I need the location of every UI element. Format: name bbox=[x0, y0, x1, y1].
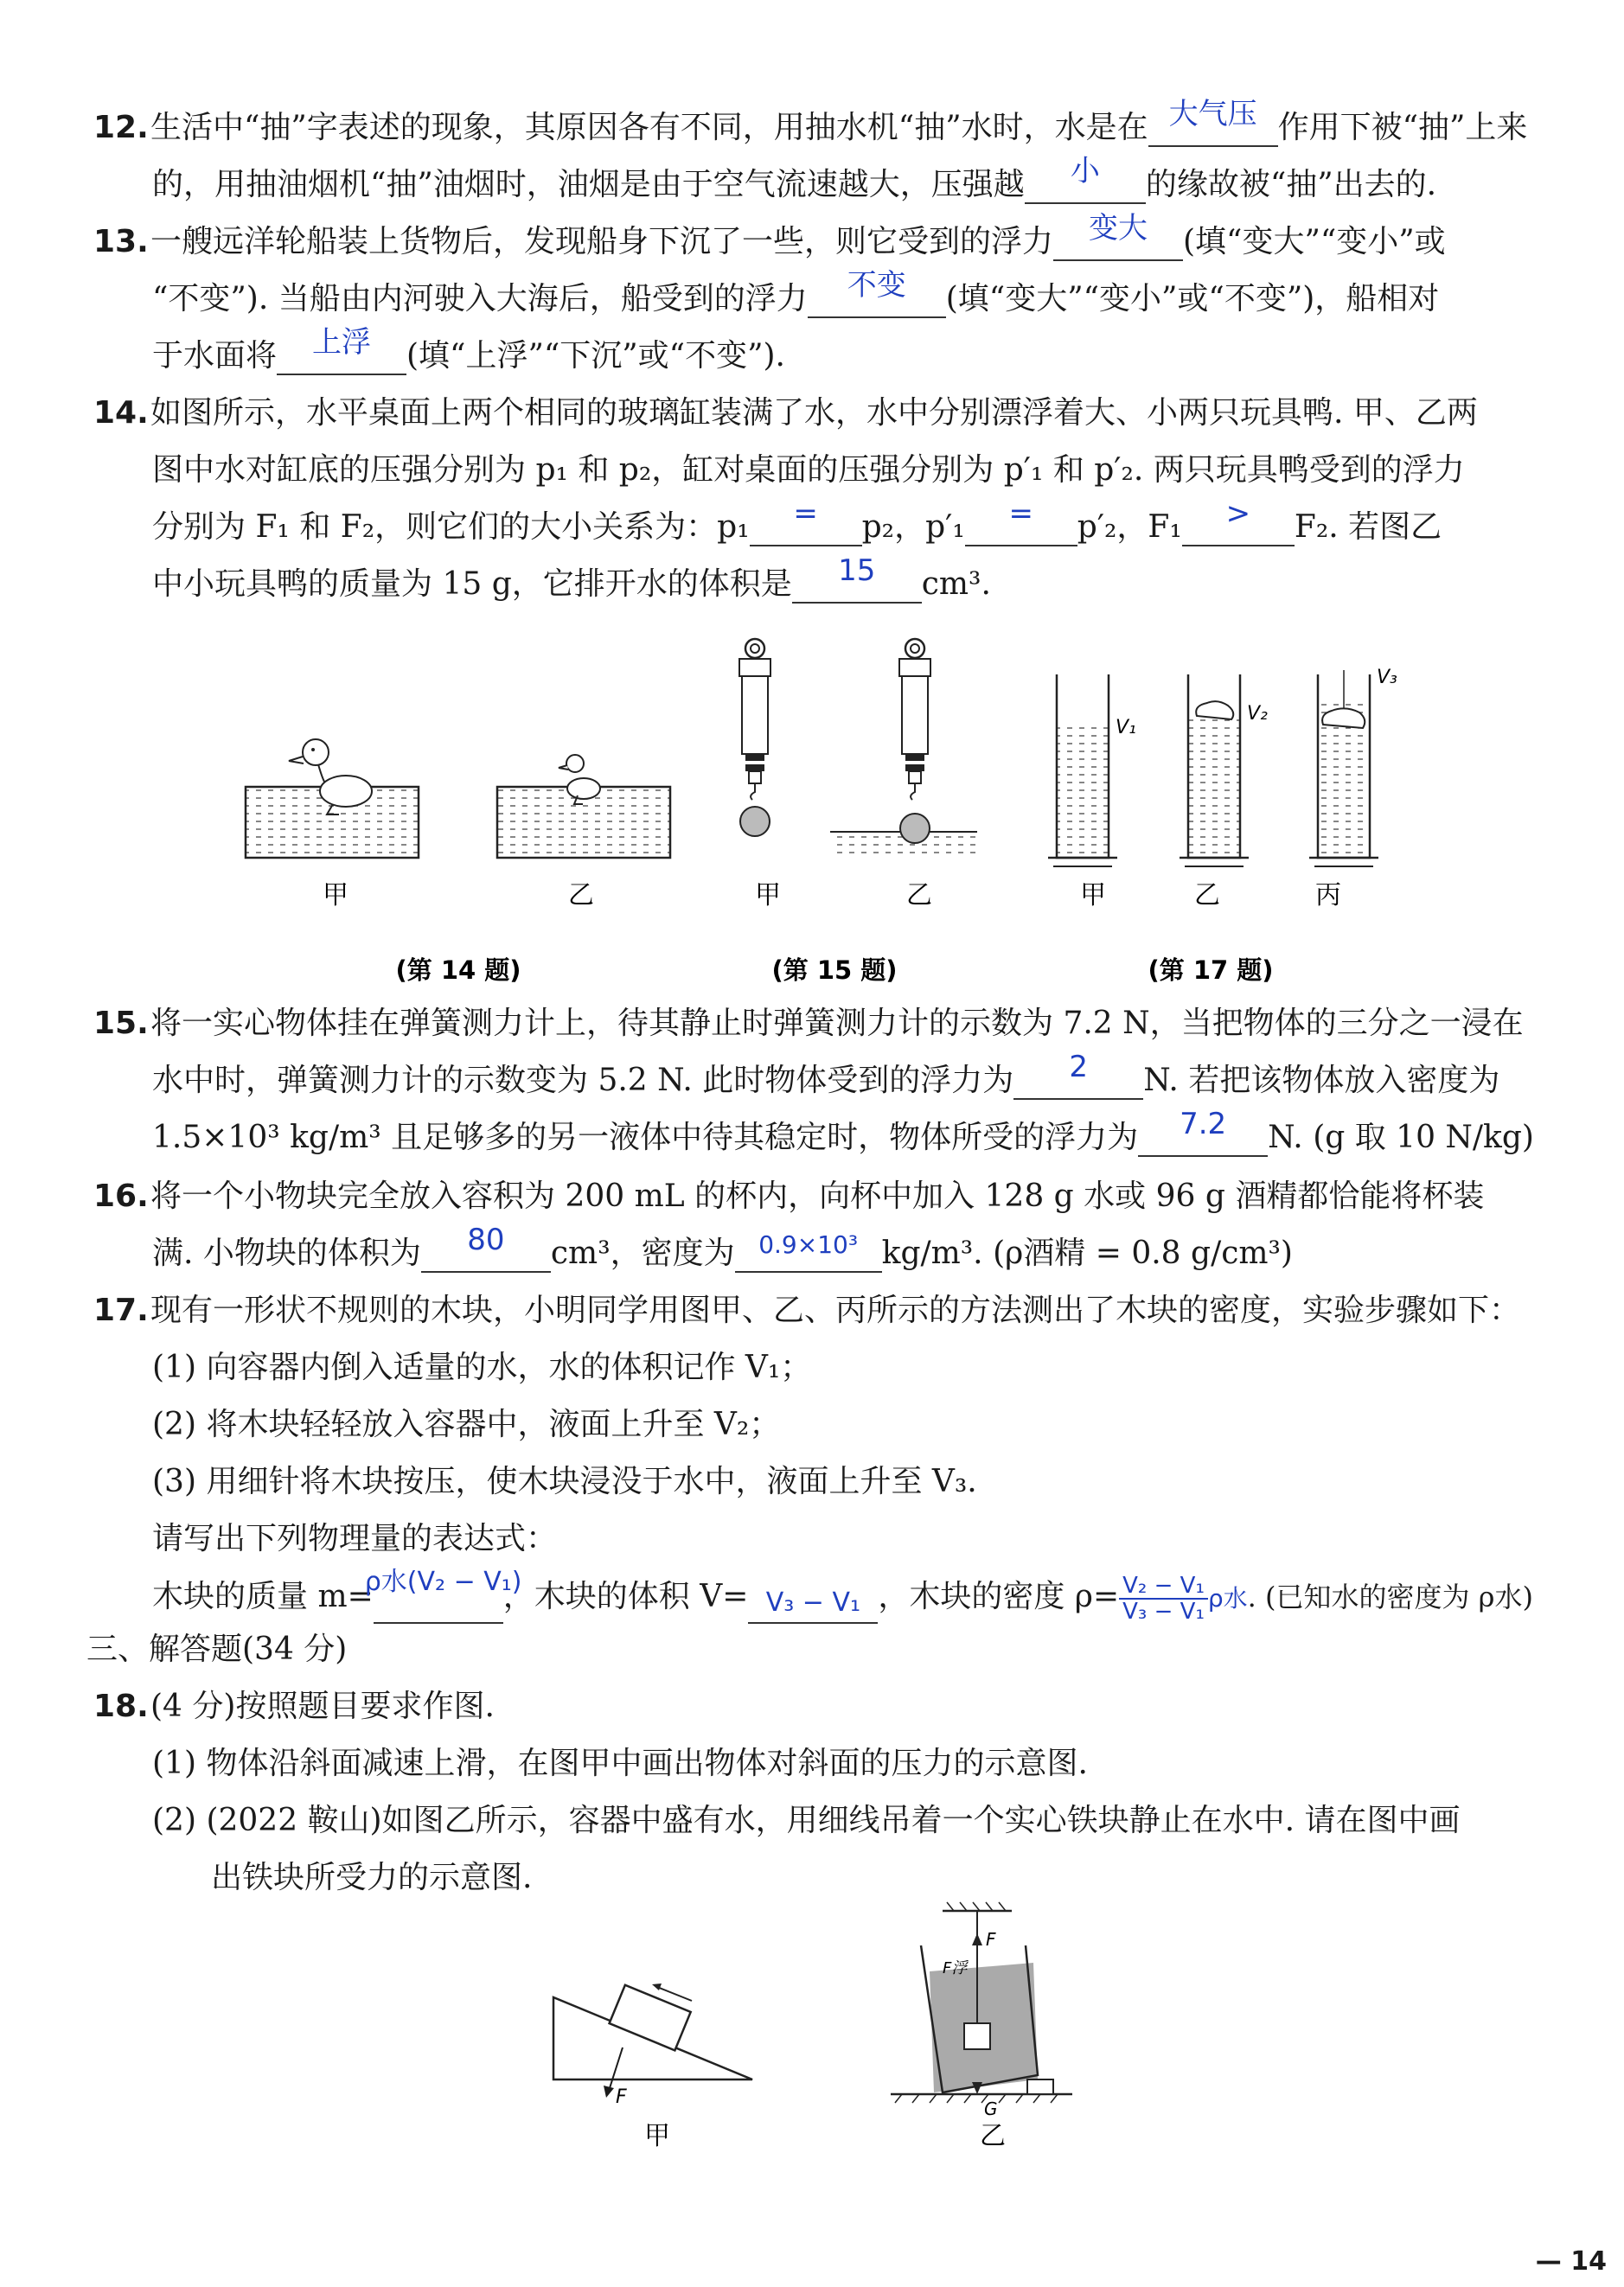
fig17-label-jia: 甲 bbox=[1080, 880, 1106, 910]
fig18-jia bbox=[553, 1984, 752, 2108]
q15-line2: 水中时，弹簧测力计的示数变为 5.2 N. 此时物体受到的浮力为 2 N. 若把该物体放入密度为 bbox=[152, 1050, 1500, 1098]
fig18-yi bbox=[891, 1902, 1072, 2119]
fig17-jia bbox=[1048, 674, 1136, 866]
q16-blank2[interactable]: 0.9×10³ bbox=[735, 1236, 882, 1273]
q17-prompt: 请写出下列物理量的表达式： bbox=[152, 1521, 558, 1556]
q12-line1: 12.生活中“抽”字表述的现象，其原因各有不同，用抽水机“抽”水时，水是在 大气压 作用下被“抽”上来 bbox=[93, 97, 1528, 145]
caption-17: (第 17 题) bbox=[1148, 955, 1274, 985]
fig14-label-yi: 乙 bbox=[568, 880, 594, 910]
q18-sub2-cont: 出铁块所受力的示意图. bbox=[211, 1860, 533, 1895]
q12-blank1[interactable]: 大气压 bbox=[1148, 111, 1278, 147]
q13-line3: 于水面将 上浮 (填“上浮”“下沉”或“不变”). bbox=[152, 325, 785, 374]
q16-line1: 16.将一个小物块完全放入容积为 200 mL 的杯内，向杯中加入 128 g 水或 96 g 酒精都恰能将杯装 bbox=[93, 1179, 1485, 1214]
svg-text:V₃: V₃ bbox=[1377, 667, 1397, 688]
q15-line1: 15.将一实心物体挂在弹簧测力计上，待其静止时弹簧测力计的示数为 7.2 N，当把物体的三分之一浸在 bbox=[93, 1006, 1524, 1041]
q13-line2: “不变”). 当船由内河驶入大海后，船受到的浮力 不变 (填“变大”“变小”或“不变”)，船相对 bbox=[152, 268, 1440, 316]
caption-14: (第 14 题) bbox=[395, 955, 521, 985]
svg-text:F浮: F浮 bbox=[943, 1959, 968, 1977]
q17-blank1[interactable]: ρ水(V₂ − V₁) bbox=[374, 1587, 503, 1624]
q18-number: 18. bbox=[93, 1689, 149, 1724]
fig17-bing bbox=[1309, 667, 1397, 866]
fig17-label-yi: 乙 bbox=[1194, 880, 1220, 910]
fig18-label-yi: 乙 bbox=[980, 2121, 1006, 2151]
q18-sub2: (2) (2022 鞍山)如图乙所示，容器中盛有水，用细线吊着一个实心铁块静止在水中. 请在图中画 bbox=[152, 1803, 1461, 1838]
q14-number: 14. bbox=[93, 395, 149, 431]
q12-blank2[interactable]: 小 bbox=[1025, 168, 1146, 204]
q18-sub1: (1) 物体沿斜面减速上滑，在图甲中画出物体对斜面的压力的示意图. bbox=[152, 1746, 1088, 1781]
q12-line2: 的，用抽油烟机“抽”油烟时，油烟是由于空气流速越大，压强越 小 的缘故被“抽”出去的. bbox=[152, 154, 1437, 202]
q13-line1: 13.一艘远洋轮船装上货物后，发现船身下沉了一些，则它受到的浮力 变大 (填“变大”“变小”或 bbox=[93, 211, 1446, 259]
q13-blank1[interactable]: 变大 bbox=[1053, 225, 1183, 261]
q15-line3: 1.5×10³ kg/m³ 且足够多的另一液体中待其稳定时，物体所受的浮力为 7.2 N. (g 取 10 N/kg) bbox=[152, 1107, 1534, 1155]
fig14-yi bbox=[497, 755, 670, 858]
fig14-jia bbox=[246, 739, 419, 858]
q16-line2: 满. 小物块的体积为 80 cm³，密度为 0.9×10³ kg/m³. (ρ酒精 = 0.8 g/cm³) bbox=[152, 1223, 1293, 1271]
q17-step3: (3) 用细针将木块按压，使木块浸没于水中，液面上升至 V₃. bbox=[152, 1464, 977, 1499]
q14-blank2[interactable]: = bbox=[965, 510, 1077, 546]
q12-number: 12. bbox=[93, 110, 149, 145]
q14-blank4[interactable]: 15 bbox=[792, 567, 922, 604]
fig17-label-bing: 丙 bbox=[1315, 880, 1341, 910]
svg-text:V₁: V₁ bbox=[1116, 717, 1136, 738]
q17-step2: (2) 将木块轻轻放入容器中，液面上升至 V₂； bbox=[152, 1407, 781, 1442]
q13-number: 13. bbox=[93, 224, 149, 259]
q17-number: 17. bbox=[93, 1293, 149, 1328]
q15-blank2[interactable]: 7.2 bbox=[1138, 1121, 1268, 1157]
fig18-label-jia: 甲 bbox=[644, 2121, 670, 2151]
q17-line1: 17.现有一形状不规则的木块，小明同学用图甲、乙、丙所示的方法测出了木块的密度，实验步骤如下： bbox=[93, 1293, 1521, 1328]
q16-blank1[interactable]: 80 bbox=[421, 1236, 551, 1273]
fig17-yi bbox=[1180, 674, 1268, 866]
svg-text:F: F bbox=[616, 2086, 627, 2108]
fig15-jia bbox=[739, 639, 770, 836]
q13-blank2[interactable]: 不变 bbox=[808, 282, 946, 318]
q18-line1: 18.(4 分)按照题目要求作图. bbox=[93, 1689, 495, 1724]
q13-blank3[interactable]: 上浮 bbox=[277, 339, 406, 375]
q15-number: 15. bbox=[93, 1006, 149, 1041]
q17-blank2[interactable]: V₃ − V₁ bbox=[748, 1587, 878, 1624]
svg-text:G: G bbox=[984, 2099, 998, 2119]
svg-text:F: F bbox=[986, 1929, 996, 1950]
q16-number: 16. bbox=[93, 1179, 149, 1214]
section-3-title: 三、解答题(34 分) bbox=[86, 1632, 348, 1667]
caption-15: (第 15 题) bbox=[771, 955, 898, 985]
q17-step1: (1) 向容器内倒入适量的水，水的体积记作 V₁； bbox=[152, 1350, 812, 1385]
fig14-label-jia: 甲 bbox=[323, 880, 348, 910]
q17-line5: 木块的质量 m= ρ水(V₂ − V₁) ，木块的体积 V= V₃ − V₁ ，木块的密度 ρ= $\frac{\text{V₂ − V₁}}{\text{V₃ − V₁}}$ ρ水. (已知水的密度为 ρ水) bbox=[152, 1567, 1533, 1625]
q14-line1: 14.如图所示，水平桌面上两个相同的玻璃缸装满了水，水中分别漂浮着大、小两只玩具鸭. 甲、乙两 bbox=[93, 395, 1478, 431]
q14-line2: 图中水对缸底的压强分别为 p₁ 和 p₂，缸对桌面的压强分别为 p′₁ 和 p′₂. 两只玩具鸭受到的浮力 bbox=[152, 452, 1465, 488]
q15-blank1[interactable]: 2 bbox=[1013, 1064, 1143, 1100]
q14-blank1[interactable]: = bbox=[750, 510, 862, 546]
fig15-label-yi: 乙 bbox=[906, 880, 932, 910]
fig15-label-jia: 甲 bbox=[755, 880, 781, 910]
page-number: — 14 bbox=[1535, 2246, 1607, 2277]
q14-line3: 分别为 F₁ 和 F₂，则它们的大小关系为：p₁ = p₂，p′₁ = p′₂，F₁ > F₂. 若图乙 bbox=[152, 496, 1442, 545]
figures-14-15-17 bbox=[0, 623, 1624, 986]
svg-text:V₂: V₂ bbox=[1247, 703, 1268, 725]
q14-blank3[interactable]: > bbox=[1182, 510, 1295, 546]
q17-blank3[interactable]: $\frac{\text{V₂ − V₁}}{\text{V₃ − V₁}}$ bbox=[1119, 1574, 1208, 1624]
fig15-yi bbox=[830, 639, 977, 858]
q14-line4: 中小玩具鸭的质量为 15 g，它排开水的体积是 15 cm³. bbox=[152, 553, 991, 602]
figures-18 bbox=[0, 1894, 1624, 2170]
